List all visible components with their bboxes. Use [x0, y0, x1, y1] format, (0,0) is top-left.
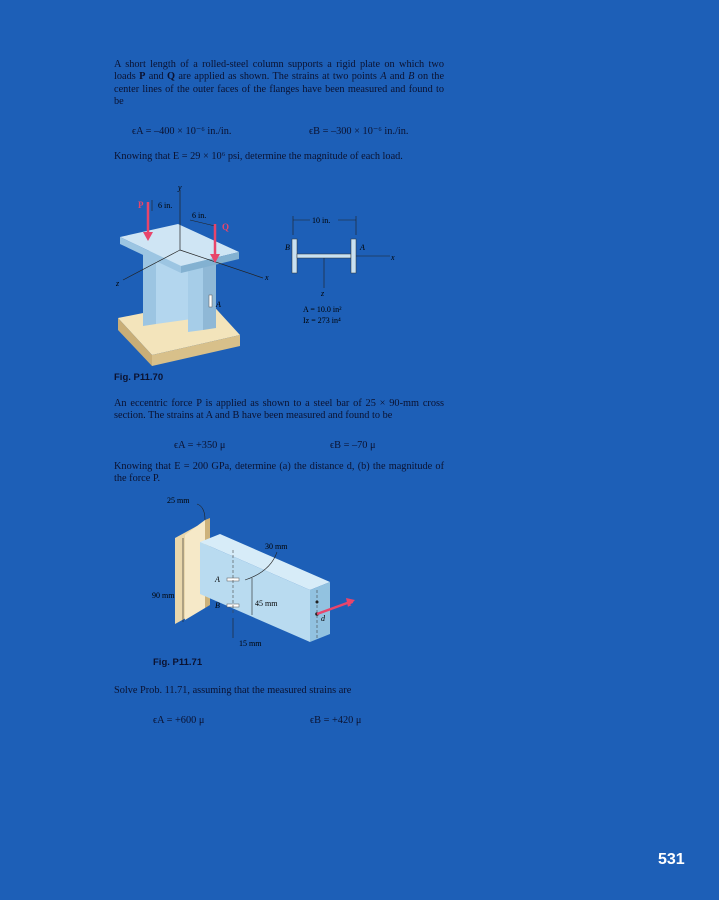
strain-equation-A-72: ϵA = +600 μ [153, 715, 205, 726]
section-flange-right [351, 239, 356, 273]
load-P-symbol: P [139, 71, 146, 83]
strain-gage-A [209, 295, 212, 307]
page-number: 531 [658, 851, 685, 868]
dim-25-leader [197, 504, 205, 520]
label-Q: Q [222, 222, 230, 232]
strain-equation-B: ϵB = –300 × 10⁻⁶ in./in. [309, 126, 409, 137]
figure-caption-p11-71: Fig. P11.71 [153, 657, 203, 668]
section-area: A = 10.0 in² [303, 305, 342, 314]
dimension-15mm: 15 mm [239, 639, 262, 648]
problem-71-knowing: Knowing that E = 200 GPa, determine (a) the distance d, (b) the magnitude of the force P. [114, 461, 444, 485]
strain-equation-B-71: ϵB = –70 μ [330, 440, 376, 451]
problem-70-statement: A short length of a rolled-steel column supports a rigid plate on which two loads P and Q are applied as shown. The strains at two points A and B on the center lines of the outer faces of the flanges have been measured and found to be [114, 59, 445, 107]
section-web [297, 254, 351, 258]
dimension-90mm: 90 mm [152, 591, 175, 600]
section-flange-left [292, 239, 297, 273]
problem-71-statement: An eccentric force P is applied as shown to a steel bar of 25 × 90-mm cross section. The strains at A and B have been measured and found to be [114, 398, 444, 422]
load-Q-symbol: Q [166, 71, 175, 83]
label-d: d [321, 614, 325, 623]
label-P-71: P [348, 598, 354, 608]
dimension-30mm: 30 mm [265, 542, 288, 551]
strain-equation-B-72: ϵB = +420 μ [310, 715, 362, 726]
dimension-10in: 10 in. [312, 216, 331, 225]
problem-70-knowing: Knowing that E = 29 × 10⁶ psi, determine the magnitude of each load. [114, 151, 403, 162]
dimension-6in-1: 6 in. [158, 201, 173, 210]
strain-equation-A-71: ϵA = +350 μ [174, 440, 226, 451]
centroid-point [316, 601, 319, 604]
axis-label-x: x [265, 273, 269, 282]
point-A-label: A [216, 300, 221, 309]
strain-equation-A: ϵA = –400 × 10⁻⁶ in./in. [132, 126, 232, 137]
dimension-6in-2: 6 in. [192, 211, 207, 220]
section-label-A: A [360, 243, 365, 252]
point-A-label-71: A [215, 575, 220, 584]
section-moment-of-inertia: Iz = 273 in⁴ [303, 316, 341, 325]
figure-caption-p11-70: Fig. P11.70 [114, 372, 164, 383]
section-label-B: B [285, 243, 290, 252]
dim-line-2 [190, 220, 215, 226]
axis-label-y: y [178, 183, 182, 192]
figure-p11-71 [145, 490, 375, 652]
column-flange-left [143, 250, 156, 326]
dimension-45mm: 45 mm [255, 599, 278, 608]
dimension-25mm: 25 mm [167, 496, 190, 505]
point-B-label-71: B [215, 601, 220, 610]
axis-label-z: z [116, 279, 120, 288]
problem-72-statement: Solve Prob. 11.71, assuming that the measured strains are [114, 685, 352, 696]
label-P: P [138, 200, 144, 210]
figure-p11-70 [108, 180, 408, 375]
section-label-x: x [391, 253, 395, 262]
section-label-z: z [321, 289, 325, 298]
